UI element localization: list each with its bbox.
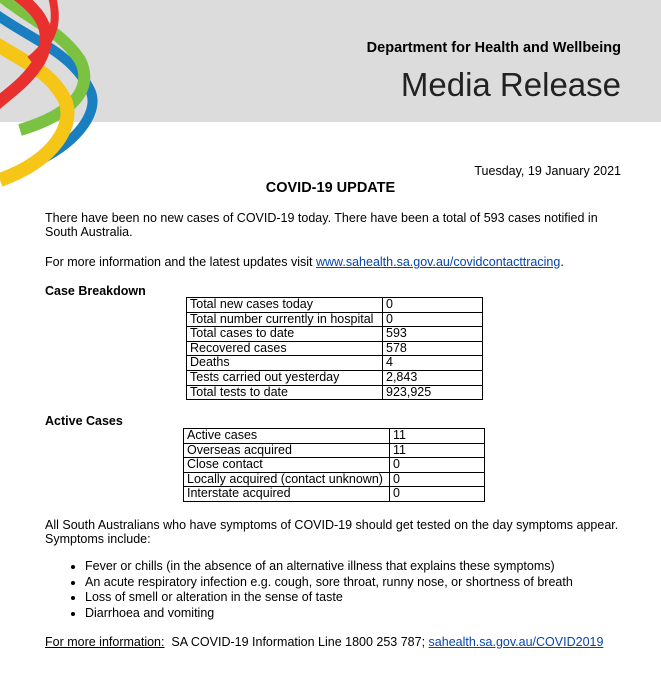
table-row <box>187 298 483 313</box>
intro-line-2: South Australia. <box>45 225 133 239</box>
intro-paragraph <box>45 211 635 239</box>
row-label: Total tests to date <box>187 385 383 400</box>
row-label: Close contact <box>184 458 390 473</box>
table-row <box>184 472 485 487</box>
list-item: • Fever or chills (in the absence of an alternative illness that explains these symptoms) <box>85 559 573 575</box>
symptoms-line-1: All South Australians who have symptoms of COVID-19 should get tested on the day symptoms appear. <box>45 518 619 532</box>
more-info-text: For more information and the latest updates visit <box>45 255 316 269</box>
active-cases-heading: Active Cases <box>45 414 123 428</box>
footer-info <box>45 635 603 649</box>
row-value: 0 <box>390 472 485 487</box>
row-value: 923,925 <box>383 385 483 400</box>
department-name: Department for Health and Wellbeing <box>366 40 621 56</box>
row-value: 11 <box>390 429 485 444</box>
dna-ribbon-logo <box>0 0 100 200</box>
covid2019-link[interactable]: sahealth.sa.gov.au/COVID2019 <box>428 635 604 649</box>
row-value: 593 <box>383 327 483 342</box>
row-value: 0 <box>390 487 485 502</box>
table-row <box>184 487 485 502</box>
row-value: 0 <box>390 458 485 473</box>
media-release-title: Media Release <box>400 66 621 103</box>
more-info-paragraph <box>45 255 635 269</box>
row-label: Overseas acquired <box>184 443 390 458</box>
contact-tracing-link[interactable]: www.sahealth.sa.gov.au/covidcontacttracing <box>315 255 561 269</box>
document-title: COVID-19 UPDATE <box>265 180 396 196</box>
table-row <box>184 429 485 444</box>
table-row <box>187 312 483 327</box>
symptoms-list <box>45 559 573 621</box>
row-label: Locally acquired (contact unknown) <box>184 472 390 487</box>
table-row <box>187 370 483 385</box>
list-item: • Loss of smell or alteration in the sense of taste <box>85 590 573 606</box>
row-label: Total new cases today <box>187 298 383 313</box>
row-value: 4 <box>383 356 483 371</box>
release-date: Tuesday, 19 January 2021 <box>474 164 621 178</box>
table-row <box>187 327 483 342</box>
footer-label: For more information: <box>45 635 165 649</box>
case-breakdown-heading: Case Breakdown <box>45 284 146 298</box>
more-info-suffix: . <box>560 255 564 269</box>
table-row <box>187 356 483 371</box>
symptoms-line-2: Symptoms include: <box>45 532 151 546</box>
footer-text: SA COVID-19 Information Line 1800 253 787; <box>164 635 429 649</box>
row-value: 2,843 <box>383 370 483 385</box>
row-value: 578 <box>383 341 483 356</box>
list-item: • Diarrhoea and vomiting <box>85 606 573 622</box>
row-label: Total cases to date <box>187 327 383 342</box>
list-item: • An acute respiratory infection e.g. cough, sore throat, runny nose, or shortness of breath <box>85 575 573 591</box>
active-cases-table <box>183 428 485 502</box>
row-label: Deaths <box>187 356 383 371</box>
row-value: 11 <box>390 443 485 458</box>
row-label: Tests carried out yesterday <box>187 370 383 385</box>
row-value: 0 <box>383 298 483 313</box>
table-row <box>184 443 485 458</box>
header-banner <box>0 0 661 122</box>
row-label: Interstate acquired <box>184 487 390 502</box>
table-row <box>187 385 483 400</box>
symptoms-paragraph <box>45 518 635 546</box>
table-row <box>184 458 485 473</box>
row-label: Recovered cases <box>187 341 383 356</box>
row-label: Total number currently in hospital <box>187 312 383 327</box>
intro-line-1: There have been no new cases of COVID-19 today. There have been a total of 593 cases notified in <box>45 211 598 225</box>
row-label: Active cases <box>184 429 390 444</box>
case-breakdown-table <box>186 297 483 400</box>
table-row <box>187 341 483 356</box>
row-value: 0 <box>383 312 483 327</box>
